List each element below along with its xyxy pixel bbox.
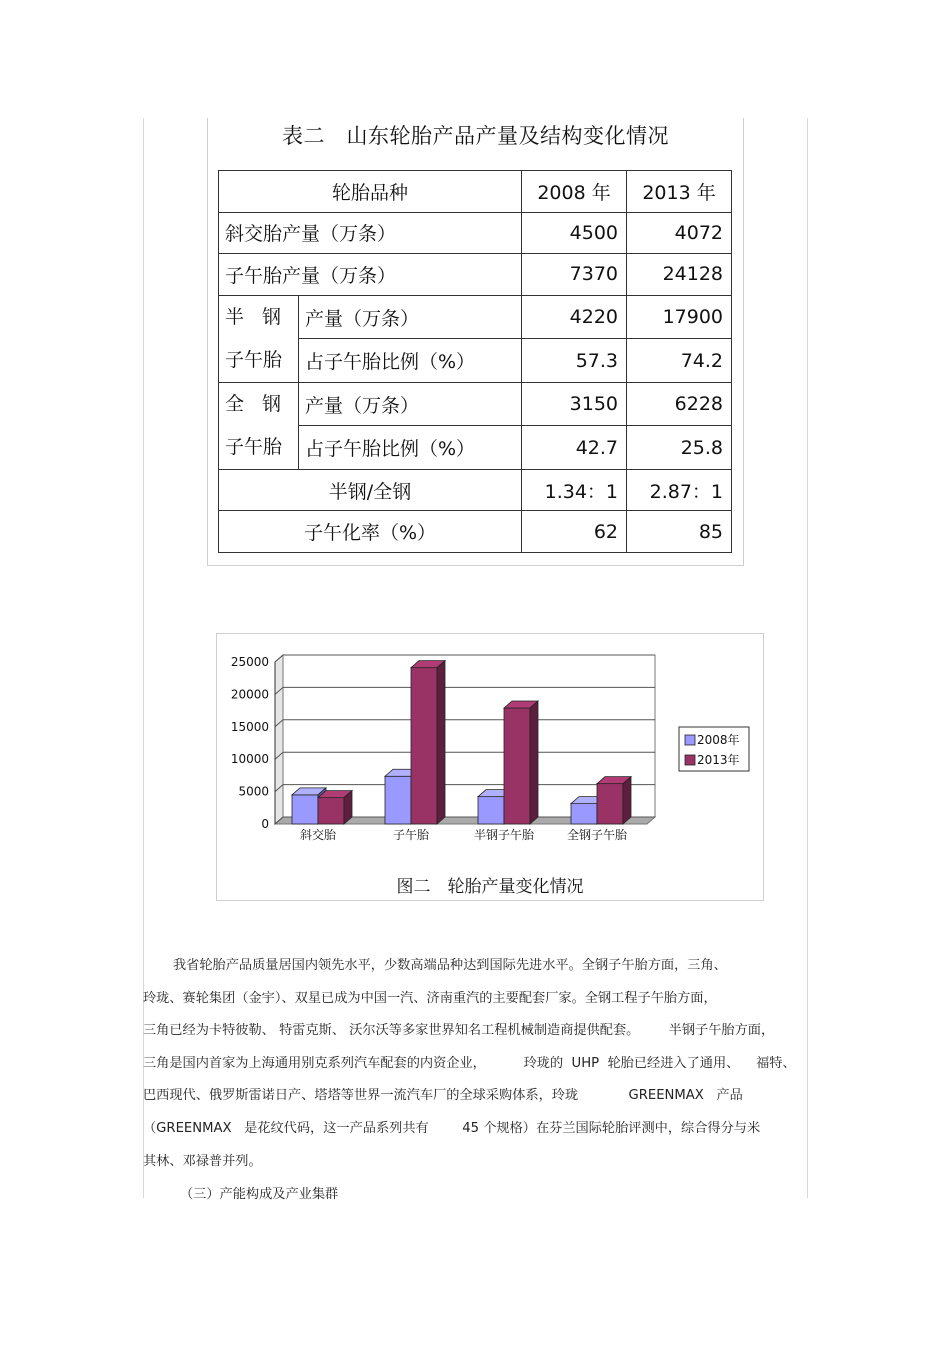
header-tire-type: 轮胎品种 xyxy=(219,171,522,213)
cell-2008: 1.34：1 xyxy=(522,469,627,511)
x-tick-label: 子午胎 xyxy=(392,828,430,842)
table-row xyxy=(219,511,732,553)
y-tick-label: 10000 xyxy=(230,752,269,767)
text-line: 我省轮胎产品质量居国内领先水平，少数高端品种达到国际先进水平。全钢子午胎方面，三角、 xyxy=(173,958,727,973)
cell-2008: 7370 xyxy=(522,254,627,296)
bar xyxy=(411,668,437,824)
cell-2013: 17900 xyxy=(627,295,732,339)
header-2008: 2008 年 xyxy=(522,171,627,213)
y-tick-label: 15000 xyxy=(230,719,269,734)
legend-swatch xyxy=(685,735,695,745)
cell-2013: 6228 xyxy=(627,382,732,426)
x-tick-label: 全钢子午胎 xyxy=(566,828,628,842)
text-line: （GREENMAX 是花纹代码，这一产品系列共有 45 个规格）在芬兰国际轮胎评测中，综合得分与米 xyxy=(143,1121,761,1136)
table-row xyxy=(219,382,732,426)
table-row xyxy=(219,254,732,296)
text-line: 三角是国内首家为上海通用别克系列汽车配套的内资企业， 玲珑的 UHP 轮胎已经进入了通用、 福特、 xyxy=(143,1056,796,1071)
cell-2008: 4220 xyxy=(522,295,627,339)
row-label: 占子午胎比例（%） xyxy=(299,426,522,470)
cell-2008: 3150 xyxy=(522,382,627,426)
table-row xyxy=(219,469,732,511)
row-label: 半钢/全钢 xyxy=(219,469,522,511)
legend-swatch xyxy=(685,755,695,765)
bar-side xyxy=(530,701,538,824)
group-line1: 半 钢 xyxy=(225,305,288,328)
cell-2008: 62 xyxy=(522,511,627,553)
row-label: 产量（万条） xyxy=(299,295,522,339)
row-label: 占子午胎比例（%） xyxy=(299,339,522,383)
group-line1: 全 钢 xyxy=(225,392,288,415)
bar-chart xyxy=(217,634,763,870)
bar xyxy=(478,797,504,824)
cell-2013: 85 xyxy=(627,511,732,553)
cell-2008: 42.7 xyxy=(522,426,627,470)
cell-2008: 57.3 xyxy=(522,339,627,383)
table-row xyxy=(219,212,732,254)
text-line: 玲珑、赛轮集团（金宇）、双星已成为中国一汽、济南重汽的主要配套厂家。全钢工程子午胎方面， xyxy=(143,991,717,1006)
row-label: 斜交胎产量（万条） xyxy=(219,212,522,254)
x-tick-label: 半钢子午胎 xyxy=(473,828,535,842)
row-label: 子午化率（%） xyxy=(219,511,522,553)
legend-label: 2013年 xyxy=(697,753,740,767)
cell-2013: 2.87：1 xyxy=(627,469,732,511)
bar xyxy=(571,804,597,824)
table-figure xyxy=(207,118,744,566)
group-label-semi-steel xyxy=(219,295,299,382)
bar-side xyxy=(437,661,445,824)
text-line: 巴西现代、俄罗斯雷诺日产、塔塔等世界一流汽车厂的全球采购体系，玲珑 GREENMAX 产品 xyxy=(143,1088,743,1103)
chart-title: 图二 轮胎产量变化情况 xyxy=(396,877,584,897)
table-header-row xyxy=(219,171,732,213)
cell-2013: 25.8 xyxy=(627,426,732,470)
bar xyxy=(385,776,411,824)
row-label: 产量（万条） xyxy=(299,382,522,426)
text-line: 其林、邓禄普并列。 xyxy=(143,1154,262,1169)
cell-2013: 74.2 xyxy=(627,339,732,383)
plot-side-wall xyxy=(275,655,283,824)
y-tick-label: 20000 xyxy=(230,687,269,702)
x-tick-label: 斜交胎 xyxy=(299,828,337,842)
cell-2008: 4500 xyxy=(522,212,627,254)
row-label: 子午胎产量（万条） xyxy=(219,254,522,296)
legend-label: 2008年 xyxy=(697,733,740,747)
bar xyxy=(597,784,623,824)
bar-side xyxy=(623,777,631,824)
y-tick-label: 25000 xyxy=(230,655,269,669)
group-label-all-steel xyxy=(219,382,299,469)
cell-2013: 24128 xyxy=(627,254,732,296)
table-row xyxy=(219,295,732,339)
bar xyxy=(292,795,318,824)
group-line2: 子午胎 xyxy=(225,348,283,371)
y-tick-label: 0 xyxy=(261,817,269,831)
text-line: 三角已经为卡特彼勒、 特雷克斯、 沃尔沃等多家世界知名工程机械制造商提供配套。 半钢子午胎方面， xyxy=(143,1023,775,1038)
header-2013: 2013 年 xyxy=(627,171,732,213)
y-tick-label: 5000 xyxy=(238,784,269,799)
group-line2: 子午胎 xyxy=(225,435,283,458)
tire-output-table xyxy=(218,170,732,553)
chart-figure xyxy=(216,633,764,901)
bar xyxy=(318,798,344,824)
cell-2013: 4072 xyxy=(627,212,732,254)
section-heading: （三）产能构成及产业集群 xyxy=(180,1187,339,1202)
page-frame-right xyxy=(807,118,808,1198)
bar xyxy=(504,708,530,824)
table-title: 表二 山东轮胎产品产量及结构变化情况 xyxy=(282,124,669,148)
